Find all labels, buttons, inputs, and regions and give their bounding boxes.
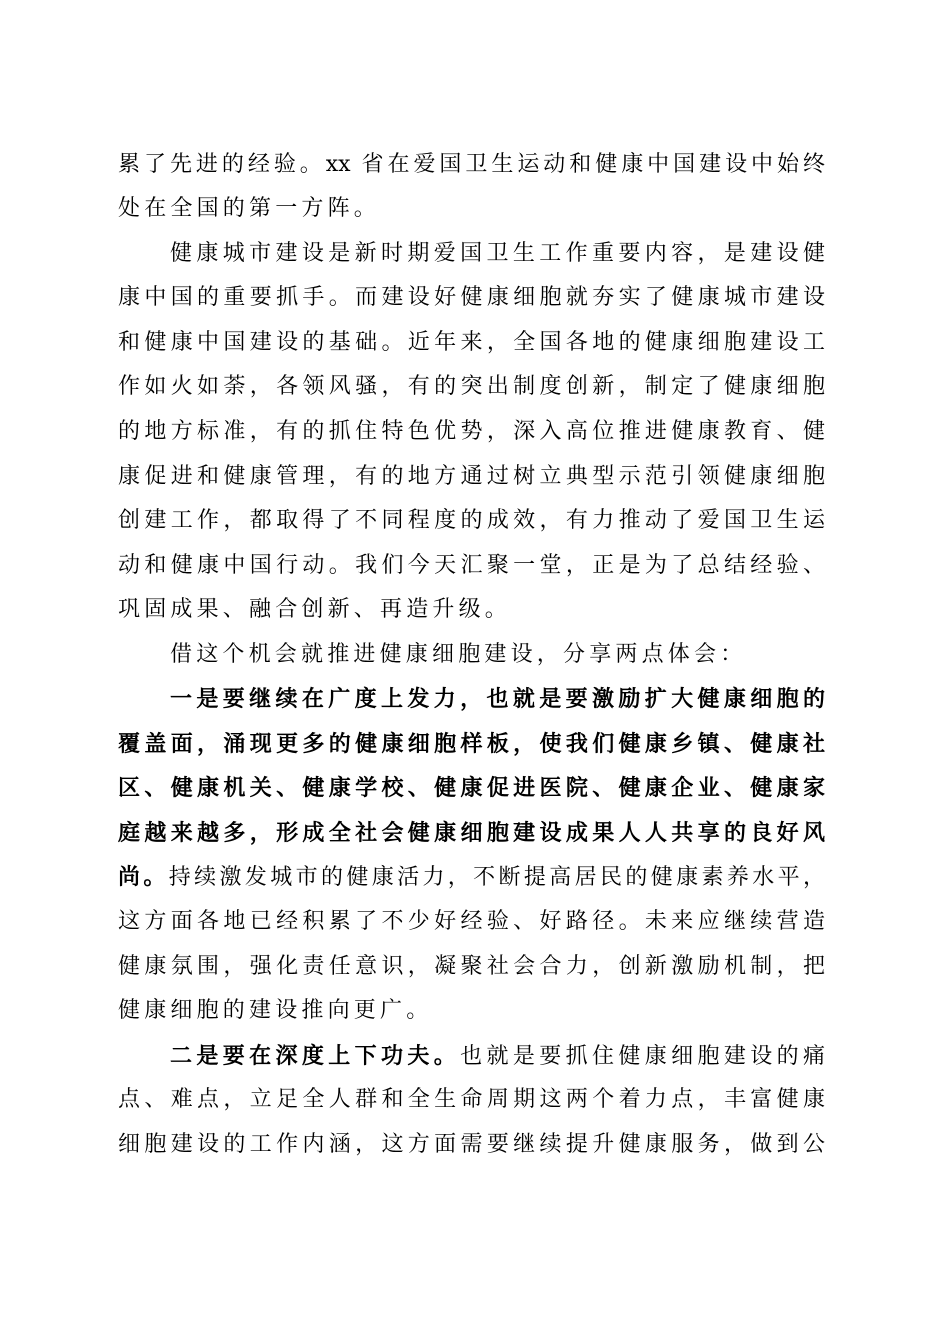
text-line — [118, 1123, 825, 1168]
line-text: 作如火如荼，各领风骚，有的突出制度创新，制定了健康细胞 — [118, 374, 825, 400]
line-text: 累了先进的经验。xx 省在爱国卫生运动和健康中国建设中始终 — [118, 151, 825, 177]
line-text: 健康城市建设是新时期爱国卫生工作重要内容，是建设健 — [170, 240, 825, 266]
text-line — [118, 410, 825, 455]
text-line — [118, 187, 825, 232]
line-text: 细胞建设的工作内涵，这方面需要继续提升健康服务，做到公 — [118, 1131, 825, 1157]
text-line — [118, 945, 825, 990]
text-line — [118, 544, 825, 589]
bold-text: 覆盖面，涌现更多的健康细胞样板，使我们健康乡镇、健康社 — [118, 730, 825, 757]
text-line — [118, 900, 825, 945]
line-text: 动和健康中国行动。我们今天汇聚一堂，正是为了总结经验、 — [118, 552, 825, 578]
text-line — [118, 677, 825, 722]
line-text: 持续激发城市的健康活力，不断提高居民的健康素养水平， — [168, 865, 825, 891]
text-line — [118, 588, 825, 633]
text-line — [118, 1078, 825, 1123]
text-line — [118, 455, 825, 500]
line-text: 这方面各地已经积累了不少好经验、好路径。未来应继续营造 — [118, 908, 825, 934]
text-line — [118, 855, 825, 900]
line-text: 巩固成果、融合创新、再造升级。 — [118, 597, 512, 623]
text-line — [118, 722, 825, 767]
text-line — [118, 365, 825, 410]
document-body — [118, 143, 825, 1168]
line-text: 和健康中国建设的基础。近年来，全国各地的健康细胞建设工 — [118, 329, 825, 355]
line-text: 也就是要抓住健康细胞建设的痛 — [460, 1043, 825, 1069]
bold-text: 二是要在深度上下功夫。 — [170, 1042, 461, 1069]
line-text: 点、难点，立足全人群和全生命周期这两个着力点，丰富健康 — [118, 1087, 825, 1113]
bold-text: 一是要继续在广度上发力，也就是要激励扩大健康细胞的 — [170, 686, 825, 713]
text-line — [118, 499, 825, 544]
text-line — [118, 633, 825, 678]
bold-text: 庭越来越多，形成全社会健康细胞建设成果人人共享的良好风 — [118, 819, 825, 846]
text-line — [118, 321, 825, 366]
bold-text: 尚。 — [118, 864, 169, 891]
line-text: 借这个机会就推进健康细胞建设，分享两点体会： — [170, 641, 747, 667]
text-line — [118, 143, 825, 188]
line-text: 康中国的重要抓手。而建设好健康细胞就夯实了健康城市建设 — [118, 285, 825, 311]
text-line — [118, 989, 825, 1034]
line-text: 健康氛围，强化责任意识，凝聚社会合力，创新激励机制，把 — [118, 953, 825, 979]
text-line — [118, 766, 825, 811]
text-line — [118, 276, 825, 321]
line-text: 创建工作，都取得了不同程度的成效，有力推动了爱国卫生运 — [118, 508, 825, 534]
text-line — [118, 811, 825, 856]
line-text: 处在全国的第一方阵。 — [118, 196, 381, 222]
text-line — [118, 1034, 825, 1079]
line-text: 健康细胞的建设推向更广。 — [118, 998, 433, 1024]
bold-text: 区、健康机关、健康学校、健康促进医院、健康企业、健康家 — [118, 775, 825, 802]
text-line — [118, 232, 825, 277]
line-text: 的地方标准，有的抓住特色优势，深入高位推进健康教育、健 — [118, 418, 825, 444]
line-text: 康促进和健康管理，有的地方通过树立典型示范引领健康细胞 — [118, 463, 825, 489]
